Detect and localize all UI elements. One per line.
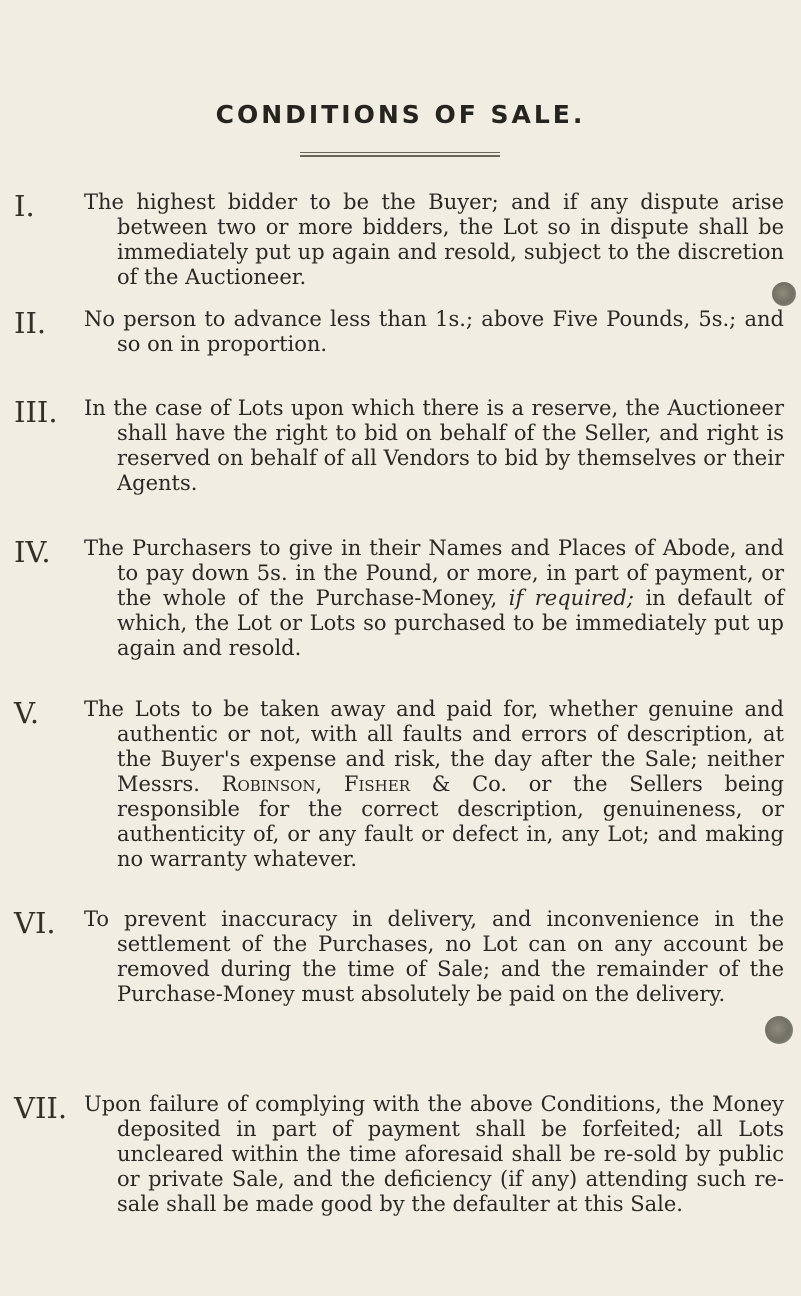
title-rule — [300, 152, 500, 157]
condition-text: Upon failure of complying with the above Conditions, the Money deposited in part of payment shall be forfeited; all Lots uncleared within the time aforesaid shall be re-sold by public or private Sale, and the deficiency (if any) attending such re-sale shall be made good by the defaulter at this Sale. — [84, 1092, 784, 1216]
condition-text — [84, 536, 784, 661]
condition-text: The highest bidder to be the Buyer; and if any dispute arise between two or more bidders, the Lot so in dispute shall be immediately put up again and resold, subject to the discretion of the Auctioneer. — [84, 190, 784, 289]
condition-numeral: II. — [14, 306, 47, 340]
page-title: CONDITIONS OF SALE. — [215, 100, 586, 129]
paper-stain-mark — [772, 282, 796, 306]
firm-name: Robinson, Fisher — [221, 772, 411, 796]
condition-text-part: in default of which, the Lot or Lots so purchased to be immediately put up again and resold. — [117, 586, 784, 660]
condition-text-part: The Lots to be taken away and paid for, whether genuine and authentic or not, with all faults and errors of description, at the Buyer's expense and risk, the day after the Sale; neither Messrs. — [84, 697, 784, 796]
condition-numeral: VII. — [14, 1091, 68, 1125]
rule-thick-line — [300, 155, 500, 157]
condition-numeral: IV. — [14, 535, 51, 569]
condition-numeral: V. — [14, 696, 40, 730]
condition-text — [84, 697, 784, 872]
condition-numeral: III. — [14, 395, 58, 429]
condition-text-part: The Purchasers to give in their Names and Places of Abode, and to pay down 5s. in the Pound, or more, in part of payment, or the whole of the Purchase-Money, — [84, 536, 784, 610]
condition-text: To prevent inaccuracy in delivery, and inconvenience in the settlement of the Purchases, no Lot can on any account be removed during the time of Sale; and the remainder of the Purchase-Money must absolutely be paid on the delivery. — [84, 907, 784, 1006]
condition-text-italic: if required; — [508, 586, 634, 610]
condition-numeral: I. — [14, 189, 35, 223]
condition-text: No person to advance less than 1s.; above Five Pounds, 5s.; and so on in proportion. — [84, 307, 784, 356]
condition-text-part: & Co. or the Sellers being responsible for the correct description, genuineness, or authenticity of, or any fault or defect in, any Lot; and making no warranty whatever. — [117, 772, 784, 871]
condition-text: In the case of Lots upon which there is a reserve, the Auctioneer shall have the right to bid on behalf of the Seller, and right is reserved on behalf of all Vendors to bid by themselves or their Agents. — [84, 396, 784, 495]
paper-stain-mark — [765, 1016, 793, 1044]
condition-numeral: VI. — [14, 906, 56, 940]
rule-thin-line — [300, 152, 500, 153]
